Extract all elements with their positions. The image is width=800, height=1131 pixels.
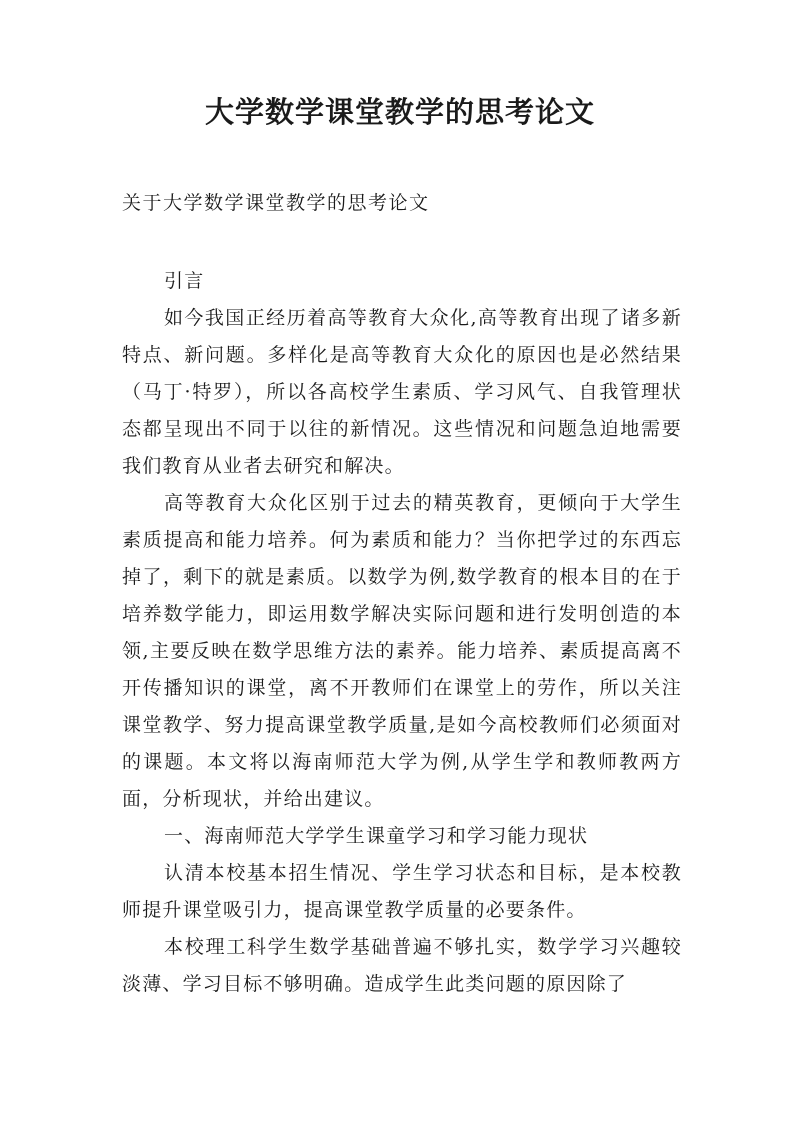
paragraph: 高等教育大众化区别于过去的精英教育，更倾向于大学生素质提高和能力培养。何为素质和能力？当你把学过的东西忘掉了，剩下的就是素质。以数学为例,数学教育的根本目的在于培养数学能力，即运用数学解决实际问题和进行发明创造的本领,主要反映在数学思维方法的素养。能力培养、素质提高离不开传播知识的课堂，离不开教师们在课堂上的劳作，所以关注课堂教学、努力提高课堂教学质量,是如今高校教师们必须面对的课题。本文将以海南师范大学为例,从学生学和教师教两方面，分析现状，并给出建议。	[122, 492, 682, 810]
document-title: 大学数学课堂教学的思考论文	[204, 95, 595, 129]
paragraph: 本校理工科学生数学基础普遍不够扎实，数学学习兴趣较淡薄、学习目标不够明确。造成学生此类问题的原因除了	[122, 936, 682, 995]
document-subtitle: 关于大学数学课堂教学的思考论文	[122, 192, 430, 214]
section-heading: 一、海南师范大学学生课童学习和学习能力现状	[164, 825, 589, 847]
paragraph-introduction-heading: 引言	[164, 270, 205, 292]
paragraph: 认清本校基本招生情况、学生学习状态和目标，是本校教师提升课堂吸引力，提高课堂教学质量的必要条件。	[122, 862, 682, 921]
paragraph: 如今我国正经历着高等教育大众化,高等教育出现了诸多新特点、新问题。多样化是高等教育大众化的原因也是必然结果（马丁·特罗），所以各高校学生素质、学习风气、自我管理状态都呈现出不同于以往的新情况。这些情况和问题急迫地需要我们教育从业者去研究和解决。	[122, 307, 682, 477]
document-body	[122, 263, 682, 1003]
